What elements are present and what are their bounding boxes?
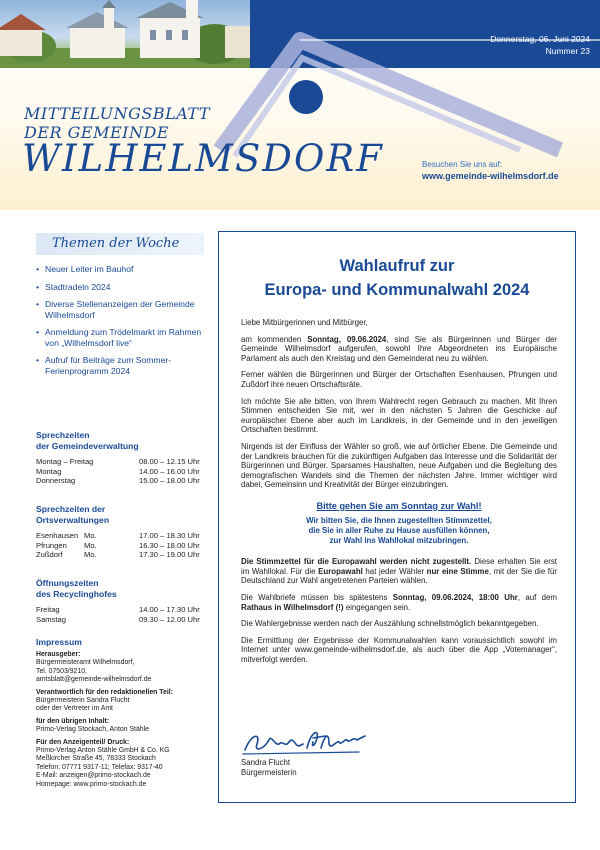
hours-row [36, 457, 206, 467]
election-date: Sonntag, 09.06.2024 [307, 334, 387, 344]
hours-row [36, 605, 206, 615]
impressum-publisher [36, 651, 211, 685]
website-link[interactable]: www.gemeinde-wilhelmsdorf.de [422, 171, 559, 181]
masthead [0, 0, 600, 210]
paragraph: Ich möchte Sie alle bitten, von Ihrem Wahlrecht regen Gebrauch zu machen. Mit Ihren Stimmen entscheiden Sie mit, wer in den nächsten 5 Jahren die Geschicke auf europäischer Ebene aber auch im Landkreis, in der Gemeinde und in den jeweiligen Ortschaften bestimmt. [241, 396, 557, 435]
topic-item: • Anmeldung zum Trödelmarkt im Rahmen von „Wilhelmsdorf live“ [36, 327, 206, 348]
topic-item: • Aufruf für Beiträge zum Sommer-Ferienprogramm 2024 [36, 355, 206, 376]
election-article [218, 231, 576, 803]
hours-day: Samstag [36, 614, 66, 624]
call-to-vote-line: zur Wahl ins Wahllokal mitzubringen. [329, 535, 469, 545]
article-title-line: Europa- und Kommunalwahl 2024 [264, 281, 530, 299]
hours-place: Zußdorf [36, 550, 63, 559]
paragraph: Ferner wählen die Bürgerinnen und Bürger der Ortschaften Esenhausen, Pfrungen und Zußdorf ihre neuen Ortschaftsräte. [241, 370, 557, 389]
hours-row [36, 550, 206, 560]
text-run: nur eine Stimme [426, 566, 489, 576]
call-to-vote-line: Wir bitten Sie, die Ihnen zugestellten Stimmzettel, [306, 515, 492, 525]
impressum-line: Meßkircher Straße 45, 78333 Stockach [36, 755, 156, 763]
hours-row [36, 467, 206, 477]
website-promo [422, 160, 592, 183]
hours-row [36, 541, 206, 551]
paragraph [241, 593, 557, 612]
impressum-line: Bürgermeisteramt Wilhelmsdorf, [36, 659, 135, 667]
hours-time: 14.00 – 16.00 Uhr [139, 466, 200, 476]
article-title [219, 254, 575, 302]
hours-day: Mo. [84, 540, 97, 550]
article-title-line: Wahlaufruf zur [339, 257, 455, 275]
recycling-hours-heading [36, 578, 206, 599]
impressum-content [36, 718, 211, 735]
masthead-line1: MITTEILUNGSBLATT [24, 104, 211, 123]
hours-day: Mo. [84, 531, 97, 540]
recycling-hours [36, 578, 206, 624]
issue-number: Nummer 23 [545, 46, 590, 56]
text-run: Die Wahlbriefe müssen bis spätestens [241, 593, 393, 603]
hours-day: Montag – Freitag [36, 457, 94, 466]
impressum-editorial [36, 689, 211, 714]
hours-time: 15.00 – 18.00 Uhr [139, 476, 200, 485]
impressum-label: Herausgeber: [36, 651, 81, 658]
text-run: eingegangen sein. [343, 602, 411, 612]
hours-row [36, 531, 206, 541]
office-hours-districts [36, 504, 206, 560]
hours-time: 09.30 – 12.00 Uhr [139, 614, 200, 624]
impressum-line: Bürgermeisterin Sandra Flucht [36, 697, 130, 705]
hours-row [36, 615, 206, 625]
call-to-vote-title: Bitte gehen Sie am Sonntag zur Wahl! [316, 500, 482, 511]
text-run: am kommenden [241, 334, 308, 344]
heading-line: Sprechzeiten der [36, 504, 106, 514]
heading-line: Sprechzeiten [36, 430, 90, 440]
signer-role: Bürgermeisterin [241, 767, 297, 777]
impressum-heading: Impressum [36, 637, 82, 647]
heading-line: der Gemeindeverwaltung [36, 440, 139, 451]
topics-heading: Themen der Woche [36, 233, 204, 255]
topic-item: • Stadtradeln 2024 [36, 282, 206, 293]
hours-time: 08.00 – 12.15 Uhr [139, 457, 200, 466]
signature-block [241, 724, 441, 777]
hours-time: 17.00 – 18.30 Uhr [139, 531, 200, 540]
paragraph: Die Wahlergebnisse werden nach der Auszählung schnellstmöglich bekanntgegeben. [241, 619, 539, 629]
impressum-line: oder der Vertreter im Amt [36, 705, 113, 713]
topics-list [36, 264, 206, 383]
hours-place: Pfrungen [36, 540, 67, 550]
hours-day: Montag [36, 466, 62, 476]
hours-day: Donnerstag [36, 476, 76, 485]
paragraph [241, 557, 557, 586]
text-run: Diese erhalten Sie erst im Wahllokal. Für die [241, 557, 557, 576]
paragraph [241, 335, 557, 364]
office-hours-admin-heading [36, 430, 206, 451]
impressum-email[interactable]: amtsblatt@gemeinde-wilhelmsdorf.de [36, 676, 152, 684]
masthead-title: WILHELMSDORF [22, 137, 384, 180]
salutation: Liebe Mitbürgerinnen und Mitbürger, [241, 318, 368, 327]
text-run: Europawahl [318, 566, 363, 576]
impressum-label: Für den Anzeigenteil/ Druck: [36, 738, 130, 746]
impressum-homepage[interactable]: Homepage: www.primo-stockach.de [36, 780, 147, 788]
impressum-line: Tel. 07503/9210, [36, 667, 87, 675]
text-run: Die Stimmzettel für die Europawahl werden nicht zugestellt. [241, 557, 472, 567]
impressum-label: für den übrigen Inhalt: [36, 717, 110, 725]
impressum-ads [36, 739, 211, 789]
hours-day: Freitag [36, 605, 60, 614]
office-hours-districts-heading [36, 504, 206, 525]
impressum-label: Verantwortlich für den redaktionellen Teil: [36, 688, 173, 696]
article-body [241, 318, 557, 672]
handwritten-signature-icon [241, 724, 371, 758]
hours-row [36, 476, 206, 486]
impressum-line: Primo-Verlag Stockach, Anton Stähle [36, 726, 149, 734]
call-to-vote-line: die Sie in aller Ruhe zu Hause ausfüllen können, [308, 525, 490, 535]
heading-line: Öffnungszeiten [36, 578, 99, 588]
text-run: Rathaus in Wilhelmsdorf (!) [241, 602, 344, 612]
masthead-line2: DER GEMEINDE [24, 123, 169, 142]
hours-time: 14.00 – 17.30 Uhr [139, 605, 200, 614]
call-to-vote [241, 500, 557, 545]
hours-day: Mo. [84, 550, 97, 559]
impressum-line: Telefon: 07771 9317-11; Telefax: 9317-40 [36, 763, 163, 771]
text-run: hat jeder Wähler [362, 566, 427, 576]
topic-item: • Neuer Leiter im Bauhof [36, 264, 206, 275]
impressum [36, 637, 211, 793]
issue-date: Donnerstag, 06. Juni 2024 [490, 34, 590, 44]
signer-name: Sandra Flucht [241, 758, 291, 767]
paragraph: Die Ermittlung der Ergebnisse der Kommunalwahlen kann voraussichtlich sowohl im Internet unter www.gemeinde-wilhelmsdorf.de, als auch über die App „Votemanager“, mitverfolgt werden. [241, 635, 557, 665]
impressum-line: Primo-Verlag Anton Stähle GmbH & Co. KG [36, 747, 170, 755]
hours-time: 16.30 – 18.00 Uhr [139, 540, 200, 550]
text-run: , sind Sie als Bürgerinnen und Bürger der Gemeinde Wilhelmsdorf aufgerufen, sowohl Ihre Abgeordneten ins Europäische Parlament als auch den Kreistag und den Gemeinderat neu zu wählen. [241, 334, 557, 363]
text-run: , auf dem [517, 593, 557, 603]
hours-place: Esenhausen [36, 531, 79, 540]
impressum-email[interactable]: E-Mail: anzeigen@primo-stockach.de [36, 772, 151, 780]
website-label: Besuchen Sie uns auf: [422, 160, 503, 169]
heading-line: des Recyclinghofes [36, 588, 117, 599]
topic-item: • Diverse Stellenanzeigen der Gemeinde Wilhelmsdorf [36, 299, 206, 320]
paragraph: Nirgends ist der Einfluss der Wähler so groß, wie auf örtlicher Ebene. Die Gemeinde und der Landkreis brauchen für die zukünftigen Aufgaben das Interesse und die Solidarität der Bürgerinnen und Bürger. Sparsames Haushalten, neue Aufgaben und die Begleitung des demografischen Wandels sind die Themen der nächsten Jahre. Immer wichtiger wird dabei, Gemeinsinn und Kreativität der Bürger einzubringen. [241, 441, 557, 490]
hours-time: 17.30 – 19.00 Uhr [139, 550, 200, 559]
deadline: Sonntag, 09.06.2024, 18:00 Uhr [392, 593, 518, 603]
text-run: , mit der Sie die für Deutschland zur Wahl angetretenen Parteien wählen. [241, 566, 557, 586]
heading-line: Ortsverwaltungen [36, 514, 110, 525]
office-hours-admin [36, 430, 206, 486]
